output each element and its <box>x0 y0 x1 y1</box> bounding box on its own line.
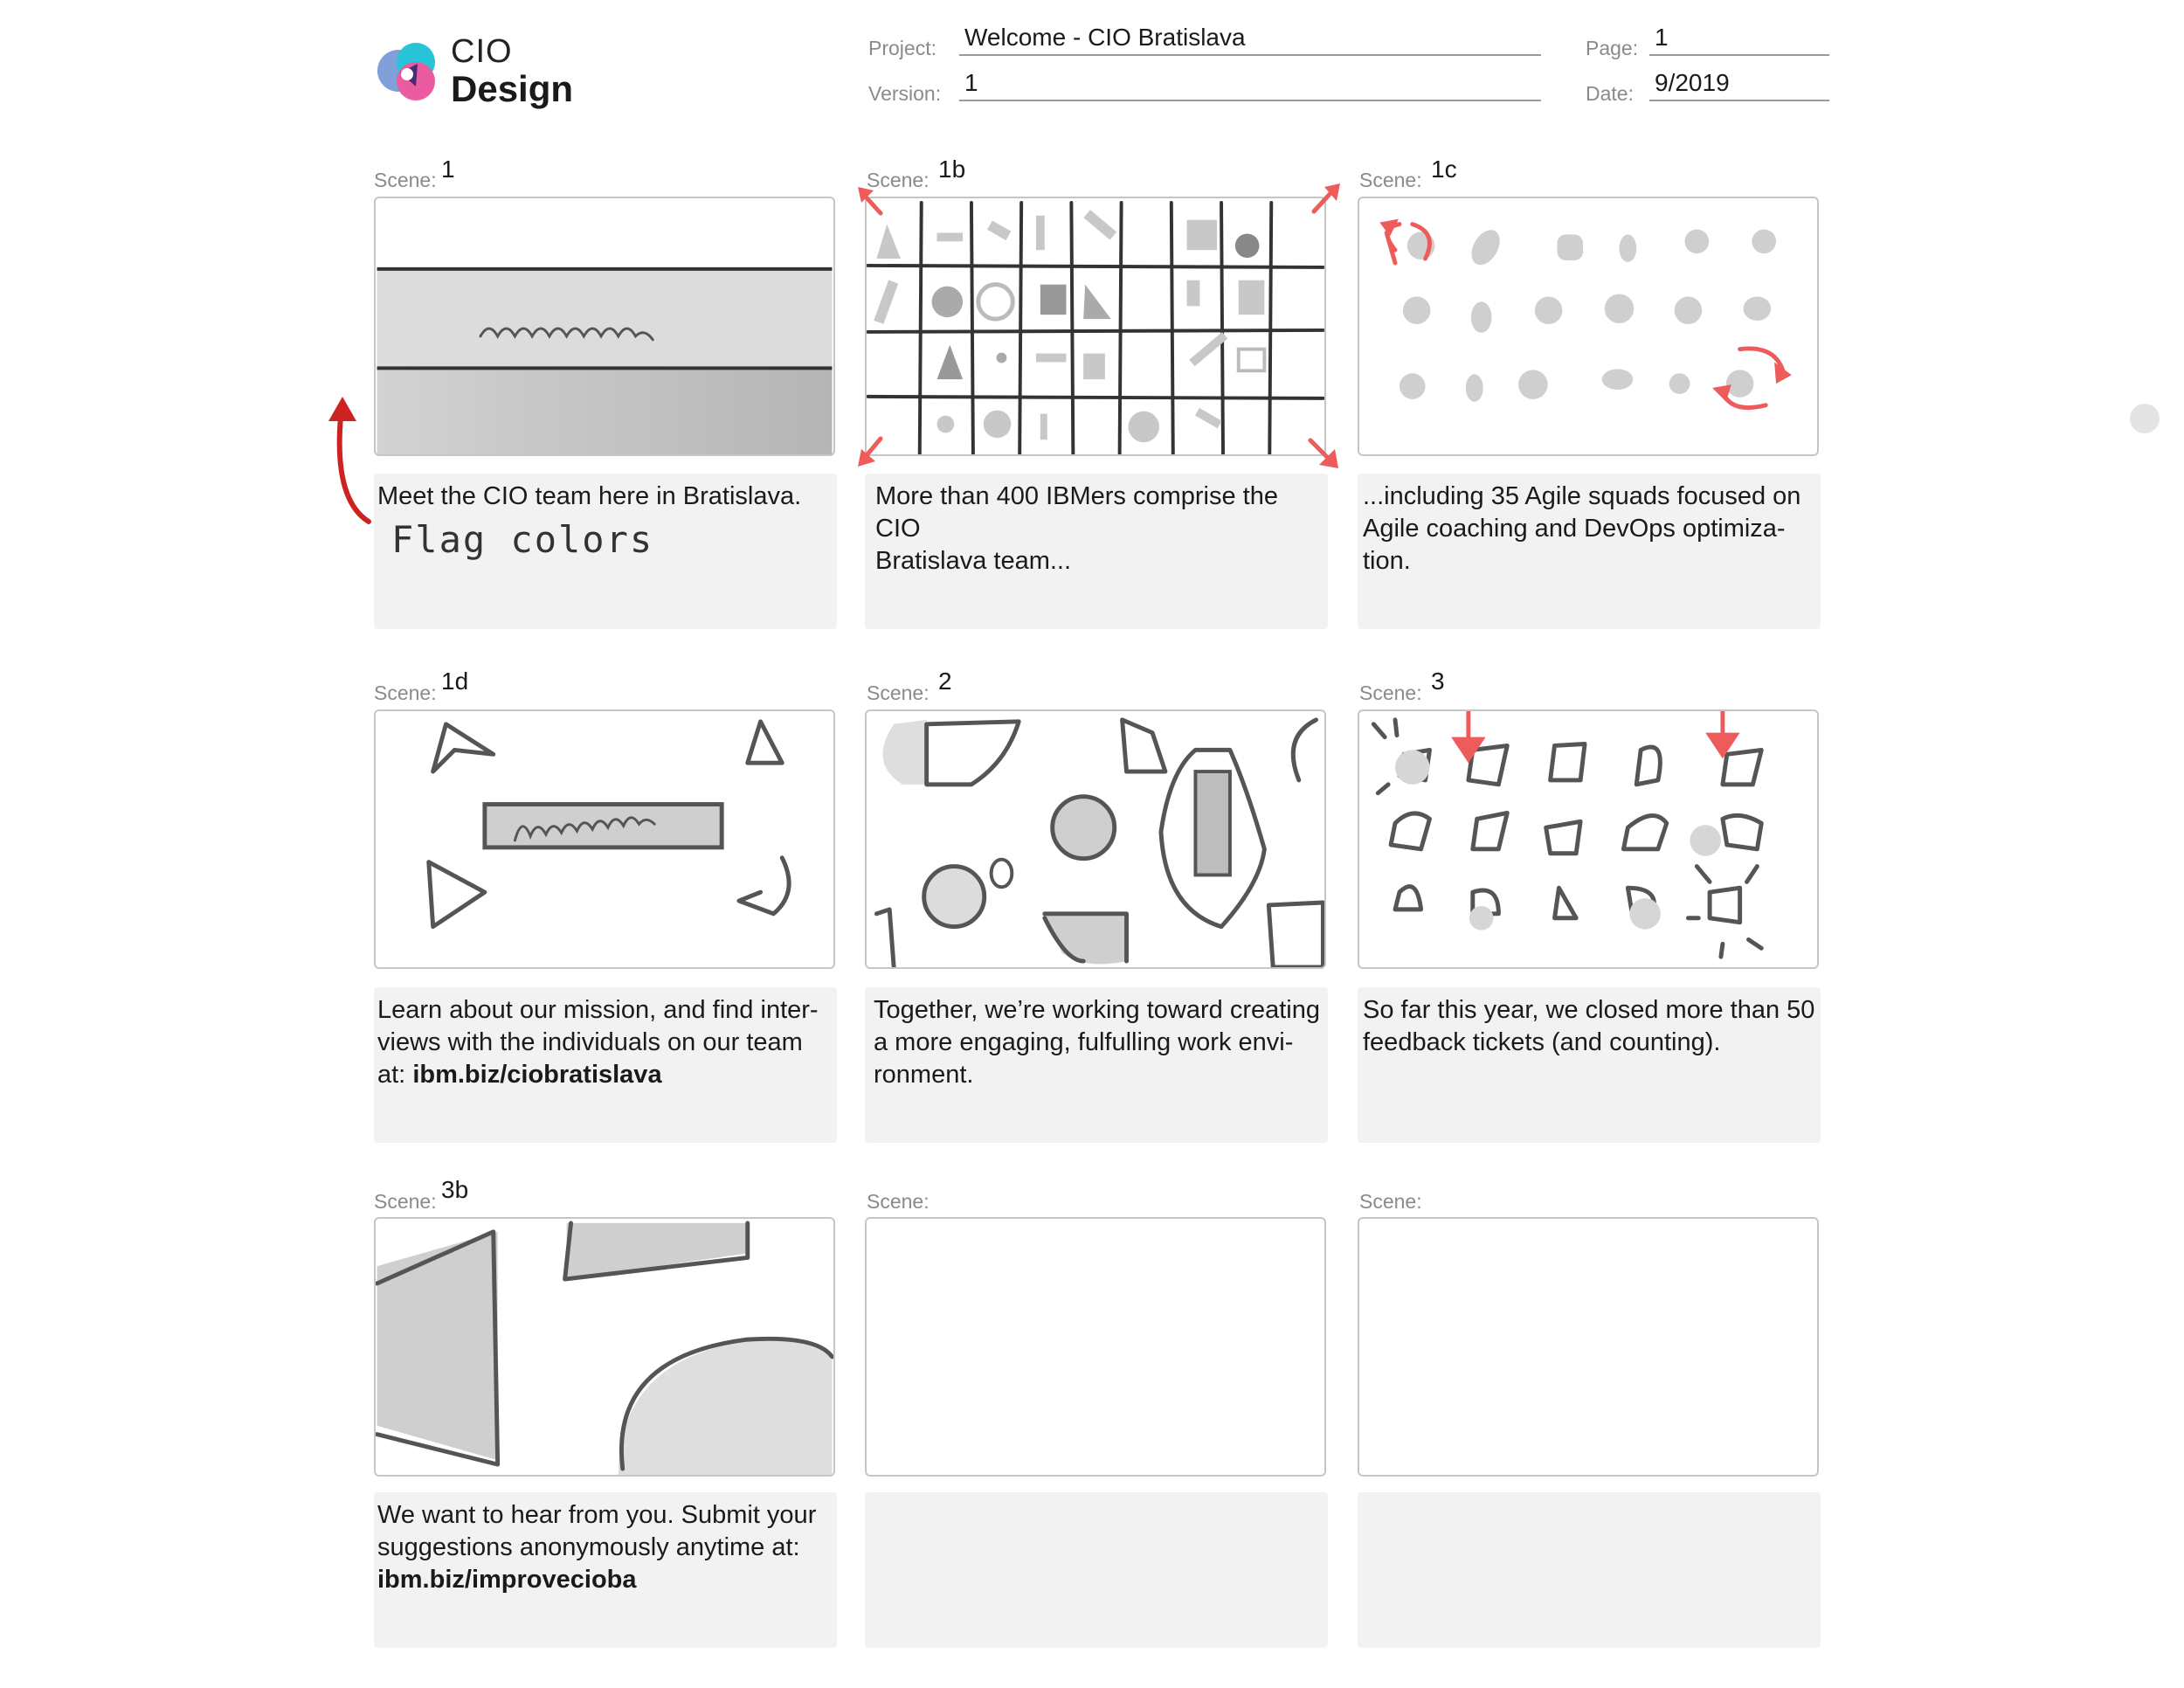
scene-frame-1[interactable] <box>374 197 835 456</box>
scene-frame-2[interactable] <box>865 709 1326 969</box>
caption-line-link <box>377 1564 833 1596</box>
caption-line: More than 400 IBMers comprise the CIO <box>875 482 1278 543</box>
logo-text-design: Design <box>451 68 574 109</box>
dots-sketch <box>1359 198 1817 454</box>
scene-frame-3b[interactable] <box>374 1217 835 1477</box>
version-field[interactable]: 1 <box>959 68 1541 101</box>
date-field[interactable]: 9/2019 <box>1649 68 1829 101</box>
scene-frame-1b[interactable] <box>865 197 1326 456</box>
scene-label-1c: Scene: <box>1359 169 1422 191</box>
caption-line: Together, we’re working toward creating <box>874 996 1320 1024</box>
arrow-up-icon <box>325 395 377 526</box>
handwritten-note: Flag colors <box>391 518 654 561</box>
caption-line: Learn about our mission, and find inter- <box>377 996 819 1024</box>
project-field[interactable]: Welcome - CIO Bratislava <box>959 23 1541 56</box>
version-label: Version: <box>868 82 942 105</box>
caption-line: Bratislava team... <box>875 547 1072 575</box>
caption-line: views with the individuals on our team <box>377 1028 803 1056</box>
scene-caption-1c <box>1358 474 1821 629</box>
scene-number-1: 1 <box>441 156 455 183</box>
scene-caption-1 <box>374 474 837 629</box>
scene-frame-1c[interactable] <box>1358 197 1819 456</box>
scene-label-empty-1: Scene: <box>867 1190 930 1213</box>
shapes-banner-sketch <box>376 711 833 967</box>
flag-sketch <box>376 198 833 454</box>
caption-line: feedback tickets (and counting). <box>1363 1028 1721 1056</box>
arrow-bottom-right-icon <box>1307 437 1338 468</box>
mission-link[interactable]: ibm.biz/ciobratislava <box>412 1061 662 1089</box>
caption-line: We want to hear from you. Submit your <box>377 1501 817 1529</box>
scene-caption-empty-1[interactable] <box>865 1492 1328 1648</box>
caption-line: So far this year, we closed more than 50 <box>1363 996 1815 1024</box>
scene-label-empty-2: Scene: <box>1359 1190 1422 1213</box>
scene-frame-empty-2[interactable] <box>1358 1217 1819 1477</box>
stray-dot <box>2130 404 2160 433</box>
caption-line: a more engaging, fulfulling work envi- <box>874 1028 1294 1056</box>
grid-sketch <box>867 198 1324 454</box>
scene-number-2: 2 <box>938 668 952 695</box>
page-field[interactable]: 1 <box>1649 23 1829 56</box>
scene-caption-1b <box>865 474 1328 629</box>
scene-label-3: Scene: <box>1359 681 1422 704</box>
scene-number-1c: 1c <box>1431 156 1457 183</box>
scene-label-1b: Scene: <box>867 169 930 191</box>
large-shapes-sketch <box>376 1219 833 1475</box>
date-label: Date: <box>1586 82 1634 105</box>
scene-label-1: Scene: <box>374 169 437 191</box>
scene-frame-empty-1[interactable] <box>865 1217 1326 1477</box>
scene-label-3b: Scene: <box>374 1190 437 1213</box>
caption-text-1: Meet the CIO team here in Bratislava. <box>377 482 802 510</box>
scene-caption-2 <box>865 987 1328 1143</box>
project-label: Project: <box>868 37 936 59</box>
caption-prefix: at: <box>377 1061 413 1089</box>
tickets-sketch <box>1359 711 1817 967</box>
page-label: Page: <box>1586 37 1639 59</box>
caption-line: Agile coaching and DevOps optimiza- <box>1363 515 1786 543</box>
arrow-top-right-icon <box>1310 183 1340 215</box>
caption-line-link <box>377 1059 833 1091</box>
scene-caption-empty-2[interactable] <box>1358 1492 1821 1648</box>
scene-caption-1d <box>374 987 837 1143</box>
caption-line: tion. <box>1363 547 1411 575</box>
logo-text-cio: CIO <box>451 33 513 70</box>
scene-label-1d: Scene: <box>374 681 437 704</box>
scene-frame-1d[interactable] <box>374 709 835 969</box>
scene-number-1b: 1b <box>938 156 966 183</box>
scene-number-3b: 3b <box>441 1176 469 1203</box>
cio-design-logo-icon <box>374 38 440 104</box>
scene-number-1d: 1d <box>441 668 469 695</box>
scene-number-3: 3 <box>1431 668 1445 695</box>
scattered-shapes-sketch <box>867 711 1324 967</box>
arrow-top-left-icon <box>858 187 884 217</box>
scene-caption-3b <box>374 1492 837 1648</box>
scene-caption-3 <box>1358 987 1821 1143</box>
caption-line: ...including 35 Agile squads focused on <box>1363 482 1801 510</box>
arrow-bottom-left-icon <box>858 435 884 467</box>
caption-line: ronment. <box>874 1061 974 1089</box>
feedback-link[interactable]: ibm.biz/improvecioba <box>377 1566 637 1594</box>
caption-line: suggestions anonymously anytime at: <box>377 1533 800 1561</box>
scene-frame-3[interactable] <box>1358 709 1819 969</box>
scene-label-2: Scene: <box>867 681 930 704</box>
